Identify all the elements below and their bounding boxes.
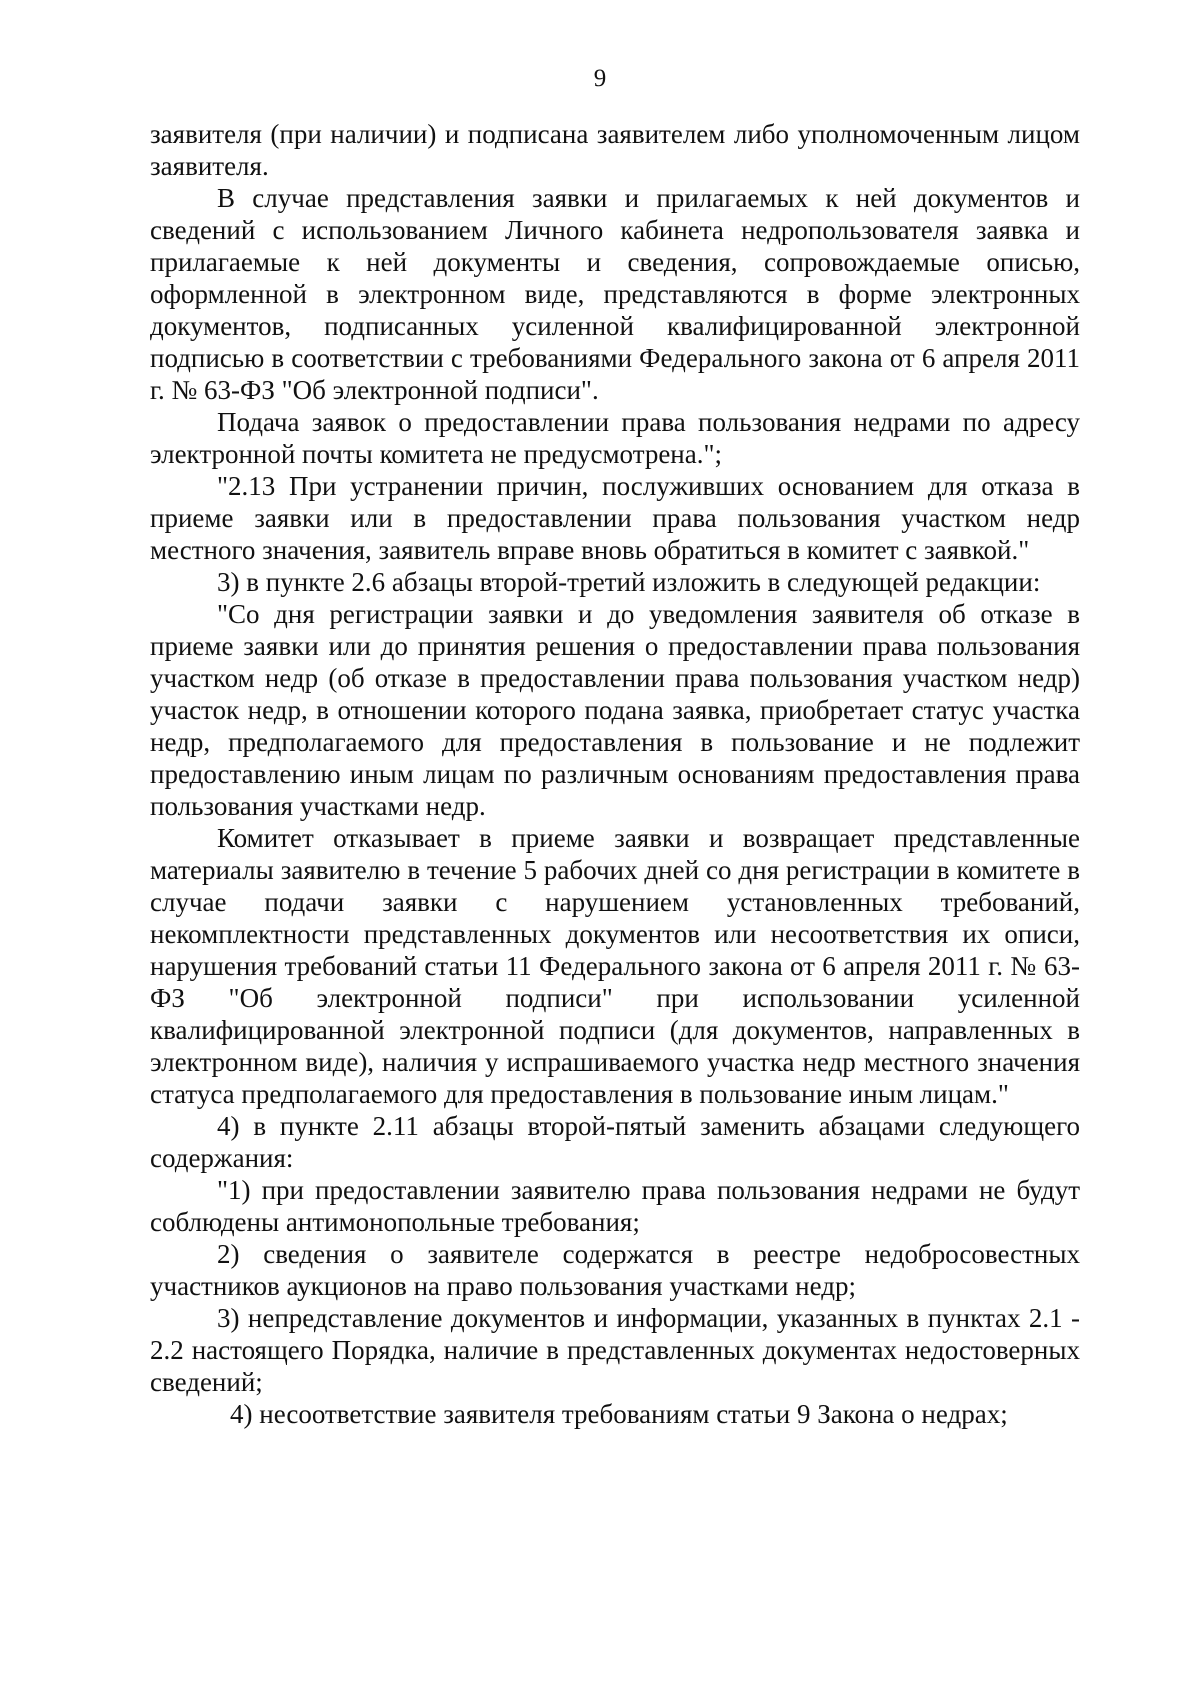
paragraph-electronic-submission: В случае представления заявки и прилагаемых к ней документов и сведений с использованием Личного кабинета недропользователя заявка и прилагаемые к ней документы и сведения, сопровождаемые описью, оформленной в электронном виде, представляются в форме электронных документов, подписанных усиленной квалифицированной электронной подписью в соответствии с требованиями Федерального закона от 6 апреля 2011 г. № 63-ФЗ "Об электронной подписи".: [150, 183, 1080, 405]
paragraph-registration-status: "Со дня регистрации заявки и до уведомления заявителя об отказе в приеме заявки или до принятия решения о предоставлении права пользования участком недр (об отказе в предоставлении права пользования участком недр) участок недр, в отношении которого подана заявка, приобретает статус участка недр, предполагаемого для предоставления в пользование и не подлежит предоставлению иным лицам по различным основаниям предоставления права пользования участками недр.: [150, 599, 1080, 821]
paragraph-email-not-provided: Подача заявок о предоставлении права пользования недрами по адресу электронной почты комитета не предусмотрена.";: [150, 407, 1080, 469]
document-body: [150, 118, 1080, 1430]
paragraph-clause-2-13: "2.13 При устранении причин, послуживших основанием для отказа в приеме заявки или в предоставлении права пользования участком недр местного значения, заявитель вправе вновь обратиться в комитет с заявкой.": [150, 471, 1080, 565]
page-number: 9: [593, 65, 607, 92]
paragraph-subitem-3: 3) непредставление документов и информации, указанных в пунктах 2.1 - 2.2 настоящего Порядка, наличие в представленных документах недостоверных сведений;: [150, 1303, 1080, 1397]
paragraph-item-3: 3) в пункте 2.6 абзацы второй-третий изложить в следующей редакции:: [217, 567, 1041, 597]
paragraph-subitem-2: 2) сведения о заявителе содержатся в реестре недобросовестных участников аукционов на право пользования участками недр;: [150, 1239, 1080, 1301]
paragraph-continuation: заявителя (при наличии) и подписана заявителем либо уполномоченным лицом заявителя.: [150, 119, 1080, 181]
paragraph-committee-refusal: Комитет отказывает в приеме заявки и возвращает представленные материалы заявителю в течение 5 рабочих дней со дня регистрации в комитете в случае подачи заявки с нарушением установленных требований, некомплектности представленных документов или несоответствия их описи, нарушения требований статьи 11 Федерального закона от 6 апреля 2011 г. № 63-ФЗ "Об электронной подписи" при использовании усиленной квалифицированной электронной подписи (для документов, направленных в электронном виде), наличия у испрашиваемого участка недр местного значения статуса предполагаемого для предоставления в пользование иным лицам.": [150, 823, 1080, 1109]
paragraph-subitem-4: 4) несоответствие заявителя требованиям статьи 9 Закона о недрах;: [230, 1399, 1008, 1429]
paragraph-subitem-1: "1) при предоставлении заявителю права пользования недрами не будут соблюдены антимонопольные требования;: [150, 1175, 1080, 1237]
paragraph-item-4: 4) в пункте 2.11 абзацы второй-пятый заменить абзацами следующего содержания:: [150, 1111, 1080, 1173]
